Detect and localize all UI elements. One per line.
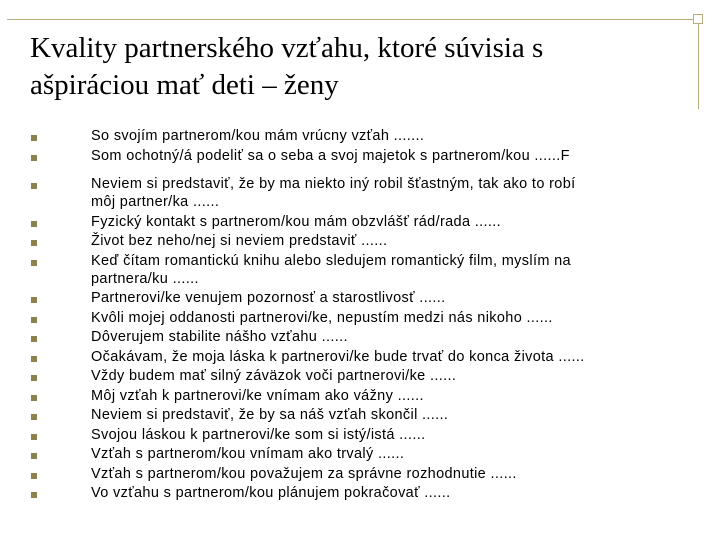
list-item-line: Neviem si predstaviť, že by ma niekto iný robil šťastným, tak ako to robí [91, 176, 576, 192]
list-item-text [91, 252, 701, 288]
list-item-line: partnera/ku ...... [91, 270, 199, 287]
list-item-text [91, 309, 701, 327]
square-bullet-icon [31, 414, 37, 420]
list-item-line: Partnerovi/ke venujem pozornosť a starostlivosť ...... [91, 290, 446, 306]
list-item-line: Kvôli mojej oddanosti partnerovi/ke, nepustím medzi nás nikoho ...... [91, 309, 553, 326]
list-item-line: môj partner/ka ...... [91, 194, 220, 210]
square-bullet-icon [31, 317, 37, 323]
list-item-text [91, 127, 701, 145]
list-item-text [91, 289, 701, 307]
list-item-text [91, 213, 701, 231]
slide-title [30, 30, 690, 104]
square-bullet-icon [31, 453, 37, 459]
slide-title-line-2: ašpiráciou mať deti – ženy [30, 69, 339, 101]
list-item-text [91, 367, 701, 385]
list-item-line: Vzťah s partnerom/kou považujem za správne rozhodnutie ...... [91, 465, 517, 482]
frame-line-horizontal [7, 19, 697, 20]
list-item-text [91, 387, 701, 405]
list-item-line: Vždy budem mať silný záväzok voči partnerovi/ke ...... [91, 368, 457, 384]
list-item-text [91, 147, 701, 165]
list-item-line: Život bez neho/nej si neviem predstaviť ...... [91, 233, 388, 249]
square-bullet-icon [31, 135, 37, 141]
frame-line-vertical [698, 19, 699, 109]
square-bullet-icon [31, 240, 37, 246]
list-item-text [91, 175, 701, 211]
list-item-text [91, 445, 701, 463]
list-item-line: Neviem si predstaviť, že by sa náš vzťah skončil ...... [91, 407, 449, 423]
square-bullet-icon [31, 297, 37, 303]
list-item-line: Svojou láskou k partnerovi/ke som si istý/istá ...... [91, 426, 426, 443]
list-item-text [91, 484, 701, 502]
square-bullet-icon [31, 183, 37, 189]
list-item-line: Fyzický kontakt s partnerom/kou mám obzvlášť rád/rada ...... [91, 213, 502, 230]
list-item-line: Vo vzťahu s partnerom/kou plánujem pokračovať ...... [91, 485, 451, 501]
square-bullet-icon [31, 260, 37, 266]
list-item-line: Očakávam, že moja láska k partnerovi/ke bude trvať do konca života ...... [91, 348, 585, 365]
square-bullet-icon [31, 492, 37, 498]
square-bullet-icon [31, 395, 37, 401]
list-item-line: Dôverujem stabilite nášho vzťahu ...... [91, 329, 348, 345]
list-item-line: Som ochotný/á podeliť sa o seba a svoj majetok s partnerom/kou ......F [91, 147, 570, 164]
list-item-text [91, 465, 701, 483]
square-bullet-icon [31, 155, 37, 161]
square-bullet-icon [31, 221, 37, 227]
square-bullet-icon [31, 434, 37, 440]
list-item-text [91, 328, 701, 346]
square-bullet-icon [31, 473, 37, 479]
list-item-line: So svojím partnerom/kou mám vrúcny vzťah ....... [91, 128, 425, 144]
slide-title-line-1: Kvality partnerského vzťahu, ktoré súvisia s [30, 32, 544, 64]
list-item-line: Môj vzťah k partnerovi/ke vnímam ako vážny ...... [91, 387, 424, 404]
list-item-text [91, 426, 701, 444]
square-bullet-icon [31, 375, 37, 381]
list-item-line: Keď čítam romantickú knihu alebo sledujem romantický film, myslím na [91, 252, 571, 269]
list-item-line: Vzťah s partnerom/kou vnímam ako trvalý ...... [91, 446, 405, 462]
square-bullet-icon [31, 356, 37, 362]
list-item-text [91, 406, 701, 424]
frame-corner-square [693, 14, 703, 24]
list-item-text [91, 232, 701, 250]
list-item-text [91, 348, 701, 366]
square-bullet-icon [31, 336, 37, 342]
